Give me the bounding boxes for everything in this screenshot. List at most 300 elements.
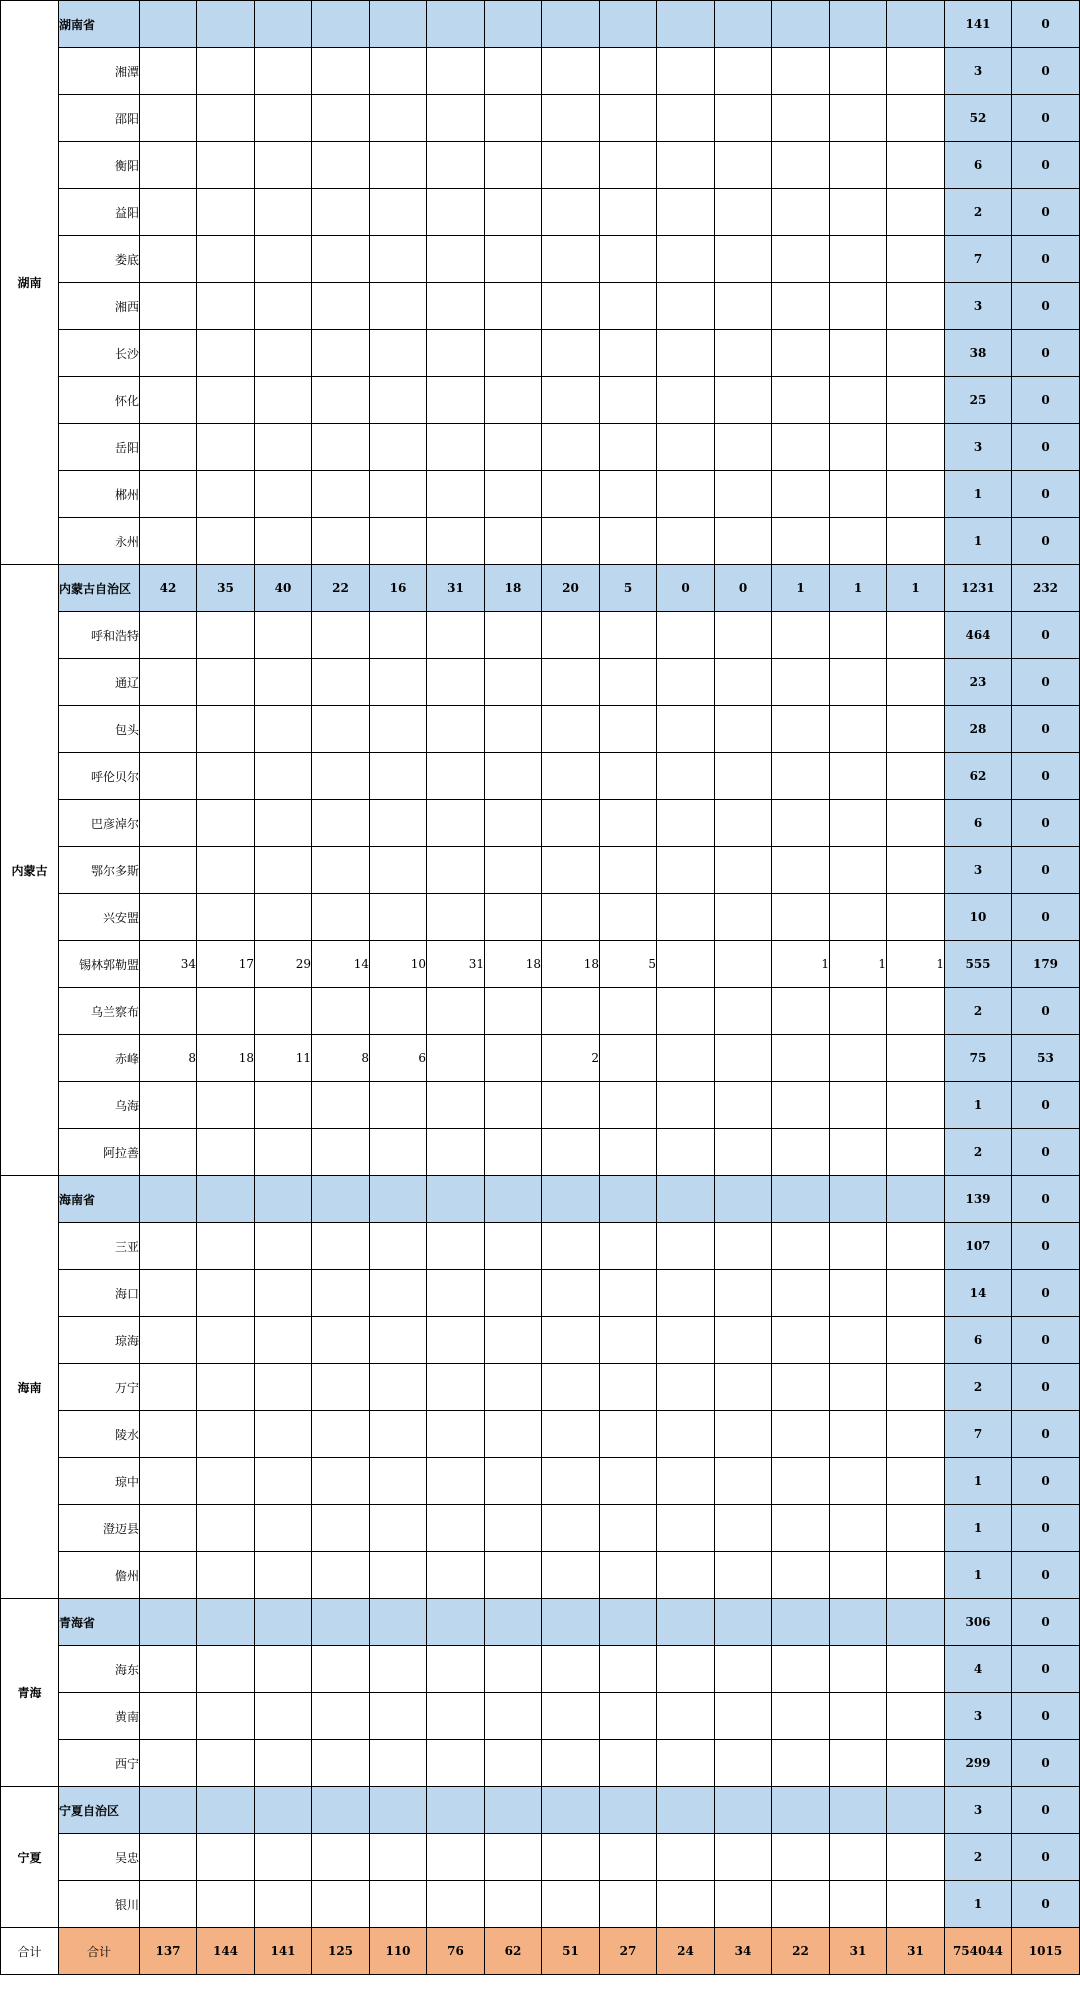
value-cell bbox=[255, 659, 312, 706]
value-cell bbox=[255, 424, 312, 471]
total-cell: 7 bbox=[945, 236, 1012, 283]
city-row bbox=[1, 894, 1080, 941]
value-cell bbox=[197, 471, 255, 518]
value-cell bbox=[715, 706, 772, 753]
value-cell bbox=[255, 800, 312, 847]
value-cell bbox=[887, 894, 945, 941]
city-name-cell: 怀化 bbox=[59, 377, 140, 424]
value-cell bbox=[830, 424, 887, 471]
value-cell bbox=[485, 424, 542, 471]
value-cell bbox=[255, 236, 312, 283]
value-cell bbox=[197, 95, 255, 142]
value-cell bbox=[255, 1223, 312, 1270]
value-cell: 17 bbox=[197, 941, 255, 988]
value-cell bbox=[542, 1552, 600, 1599]
city-row bbox=[1, 471, 1080, 518]
value-cell bbox=[197, 1834, 255, 1881]
value-cell bbox=[600, 1740, 657, 1787]
city-row bbox=[1, 283, 1080, 330]
value-cell bbox=[772, 1787, 830, 1834]
value-cell bbox=[255, 753, 312, 800]
value-cell: 20 bbox=[542, 565, 600, 612]
value-cell bbox=[370, 377, 427, 424]
value-cell bbox=[657, 612, 715, 659]
value-cell bbox=[830, 1, 887, 48]
total-cell: 0 bbox=[1012, 95, 1080, 142]
value-cell bbox=[887, 706, 945, 753]
value-cell bbox=[197, 1223, 255, 1270]
value-cell bbox=[140, 236, 197, 283]
value-cell bbox=[830, 1035, 887, 1082]
value-cell bbox=[427, 1270, 485, 1317]
city-row bbox=[1, 1082, 1080, 1129]
value-cell bbox=[140, 189, 197, 236]
value-cell: 35 bbox=[197, 565, 255, 612]
value-cell bbox=[312, 1458, 370, 1505]
value-cell: 0 bbox=[715, 565, 772, 612]
value-cell bbox=[197, 988, 255, 1035]
value-cell bbox=[370, 847, 427, 894]
value-cell bbox=[715, 1176, 772, 1223]
value-cell bbox=[370, 1, 427, 48]
total-cell: 62 bbox=[945, 753, 1012, 800]
value-cell bbox=[772, 612, 830, 659]
total-cell: 3 bbox=[945, 48, 1012, 95]
value-cell bbox=[542, 330, 600, 377]
value-cell bbox=[427, 612, 485, 659]
total-cell: 7 bbox=[945, 1411, 1012, 1458]
value-cell: 5 bbox=[600, 941, 657, 988]
value-cell bbox=[370, 1646, 427, 1693]
total-cell: 0 bbox=[1012, 1364, 1080, 1411]
value-cell bbox=[312, 847, 370, 894]
value-cell bbox=[772, 1881, 830, 1928]
value-cell bbox=[600, 1505, 657, 1552]
value-cell bbox=[485, 1082, 542, 1129]
value-cell bbox=[657, 894, 715, 941]
value-cell bbox=[542, 1881, 600, 1928]
value-cell bbox=[427, 753, 485, 800]
value-cell bbox=[887, 471, 945, 518]
city-name-cell: 包头 bbox=[59, 706, 140, 753]
value-cell bbox=[427, 424, 485, 471]
value-cell: 0 bbox=[657, 565, 715, 612]
value-cell bbox=[197, 424, 255, 471]
value-cell bbox=[600, 377, 657, 424]
value-cell bbox=[600, 189, 657, 236]
value-cell bbox=[140, 1082, 197, 1129]
value-cell bbox=[485, 95, 542, 142]
value-cell bbox=[772, 1834, 830, 1881]
total-value-cell: 24 bbox=[657, 1928, 715, 1975]
value-cell bbox=[255, 330, 312, 377]
total-cell: 0 bbox=[1012, 894, 1080, 941]
value-cell bbox=[485, 1035, 542, 1082]
value-cell bbox=[485, 706, 542, 753]
value-cell bbox=[887, 1599, 945, 1646]
city-row bbox=[1, 1129, 1080, 1176]
value-cell bbox=[140, 377, 197, 424]
value-cell bbox=[887, 1646, 945, 1693]
value-cell bbox=[140, 95, 197, 142]
value-cell bbox=[255, 1787, 312, 1834]
value-cell bbox=[657, 1411, 715, 1458]
total-cell: 0 bbox=[1012, 1411, 1080, 1458]
total-cell: 0 bbox=[1012, 1176, 1080, 1223]
city-row bbox=[1, 142, 1080, 189]
value-cell bbox=[140, 283, 197, 330]
total-cell: 52 bbox=[945, 95, 1012, 142]
value-cell bbox=[600, 283, 657, 330]
value-cell bbox=[657, 706, 715, 753]
city-name-cell: 陵水 bbox=[59, 1411, 140, 1458]
total-cell: 6 bbox=[945, 800, 1012, 847]
value-cell: 8 bbox=[140, 1035, 197, 1082]
value-cell bbox=[485, 1364, 542, 1411]
city-name-cell: 乌兰察布 bbox=[59, 988, 140, 1035]
total-cell: 53 bbox=[1012, 1035, 1080, 1082]
value-cell bbox=[255, 1599, 312, 1646]
value-cell bbox=[715, 1129, 772, 1176]
value-cell bbox=[485, 1411, 542, 1458]
value-cell bbox=[255, 1740, 312, 1787]
value-cell bbox=[830, 1599, 887, 1646]
value-cell bbox=[887, 1834, 945, 1881]
value-cell bbox=[370, 753, 427, 800]
value-cell: 1 bbox=[887, 941, 945, 988]
value-cell bbox=[370, 142, 427, 189]
value-cell bbox=[427, 1364, 485, 1411]
value-cell bbox=[427, 847, 485, 894]
value-cell bbox=[772, 1552, 830, 1599]
total-cell: 299 bbox=[945, 1740, 1012, 1787]
value-cell bbox=[140, 1881, 197, 1928]
city-row bbox=[1, 706, 1080, 753]
value-cell bbox=[542, 1599, 600, 1646]
total-cell: 0 bbox=[1012, 706, 1080, 753]
city-name-cell: 巴彦淖尔 bbox=[59, 800, 140, 847]
value-cell bbox=[140, 800, 197, 847]
value-cell bbox=[830, 1646, 887, 1693]
value-cell bbox=[657, 1176, 715, 1223]
value-cell bbox=[542, 988, 600, 1035]
value-cell bbox=[830, 847, 887, 894]
city-name-cell: 乌海 bbox=[59, 1082, 140, 1129]
value-cell bbox=[370, 1176, 427, 1223]
value-cell bbox=[370, 1599, 427, 1646]
value-cell bbox=[255, 1317, 312, 1364]
value-cell: 42 bbox=[140, 565, 197, 612]
value-cell: 1 bbox=[772, 941, 830, 988]
value-cell bbox=[197, 1458, 255, 1505]
value-cell bbox=[887, 847, 945, 894]
value-cell bbox=[657, 1035, 715, 1082]
value-cell bbox=[542, 95, 600, 142]
province-row bbox=[1, 1, 1080, 48]
value-cell bbox=[255, 1505, 312, 1552]
value-cell bbox=[197, 1646, 255, 1693]
city-row bbox=[1, 1834, 1080, 1881]
city-name-cell: 西宁 bbox=[59, 1740, 140, 1787]
value-cell bbox=[657, 142, 715, 189]
value-cell bbox=[830, 612, 887, 659]
value-cell bbox=[140, 706, 197, 753]
value-cell bbox=[830, 1223, 887, 1270]
value-cell bbox=[600, 1, 657, 48]
city-name-cell: 永州 bbox=[59, 518, 140, 565]
value-cell bbox=[485, 1740, 542, 1787]
value-cell bbox=[370, 659, 427, 706]
value-cell bbox=[485, 471, 542, 518]
value-cell bbox=[140, 1599, 197, 1646]
value-cell bbox=[657, 48, 715, 95]
value-cell bbox=[772, 1411, 830, 1458]
value-cell bbox=[370, 1834, 427, 1881]
value-cell bbox=[600, 424, 657, 471]
total-cell: 306 bbox=[945, 1599, 1012, 1646]
total-cell: 25 bbox=[945, 377, 1012, 424]
total-cell: 1 bbox=[945, 471, 1012, 518]
total-cell: 0 bbox=[1012, 659, 1080, 706]
value-cell bbox=[830, 1693, 887, 1740]
province-row bbox=[1, 1599, 1080, 1646]
total-value-cell: 141 bbox=[255, 1928, 312, 1975]
total-cell: 75 bbox=[945, 1035, 1012, 1082]
value-cell bbox=[197, 48, 255, 95]
city-name-cell: 赤峰 bbox=[59, 1035, 140, 1082]
value-cell bbox=[830, 988, 887, 1035]
value-cell bbox=[542, 1787, 600, 1834]
value-cell bbox=[427, 518, 485, 565]
total-cell: 0 bbox=[1012, 1787, 1080, 1834]
province-row bbox=[1, 565, 1080, 612]
value-cell bbox=[715, 1599, 772, 1646]
value-cell bbox=[772, 377, 830, 424]
value-cell bbox=[830, 800, 887, 847]
value-cell bbox=[887, 753, 945, 800]
total-cell: 0 bbox=[1012, 518, 1080, 565]
value-cell bbox=[542, 1317, 600, 1364]
total-cell: 232 bbox=[1012, 565, 1080, 612]
value-cell bbox=[887, 1176, 945, 1223]
city-name-cell: 呼伦贝尔 bbox=[59, 753, 140, 800]
value-cell: 31 bbox=[427, 565, 485, 612]
value-cell bbox=[657, 800, 715, 847]
city-name-cell: 银川 bbox=[59, 1881, 140, 1928]
value-cell bbox=[600, 1881, 657, 1928]
value-cell bbox=[887, 330, 945, 377]
value-cell bbox=[370, 988, 427, 1035]
value-cell bbox=[600, 1646, 657, 1693]
total-cell: 555 bbox=[945, 941, 1012, 988]
value-cell bbox=[830, 1129, 887, 1176]
value-cell bbox=[830, 1740, 887, 1787]
value-cell bbox=[255, 612, 312, 659]
value-cell bbox=[255, 1458, 312, 1505]
total-cell: 0 bbox=[1012, 1505, 1080, 1552]
value-cell bbox=[772, 1646, 830, 1693]
value-cell bbox=[370, 1223, 427, 1270]
value-cell bbox=[255, 988, 312, 1035]
value-cell bbox=[600, 518, 657, 565]
value-cell bbox=[370, 1082, 427, 1129]
total-cell: 0 bbox=[1012, 1223, 1080, 1270]
value-cell bbox=[887, 1364, 945, 1411]
region-cell: 宁夏 bbox=[1, 1787, 59, 1928]
value-cell: 1 bbox=[887, 565, 945, 612]
value-cell bbox=[830, 753, 887, 800]
value-cell bbox=[197, 1082, 255, 1129]
value-cell bbox=[427, 142, 485, 189]
value-cell bbox=[887, 612, 945, 659]
value-cell bbox=[485, 847, 542, 894]
value-cell bbox=[542, 1082, 600, 1129]
value-cell bbox=[772, 847, 830, 894]
value-cell bbox=[312, 1693, 370, 1740]
value-cell bbox=[715, 424, 772, 471]
value-cell bbox=[715, 894, 772, 941]
value-cell bbox=[600, 471, 657, 518]
value-cell bbox=[255, 283, 312, 330]
value-cell bbox=[715, 518, 772, 565]
value-cell bbox=[140, 1317, 197, 1364]
value-cell bbox=[887, 1740, 945, 1787]
value-cell bbox=[772, 1082, 830, 1129]
value-cell bbox=[255, 1834, 312, 1881]
grand-total-cell: 754044 bbox=[945, 1928, 1012, 1975]
value-cell bbox=[255, 706, 312, 753]
total-cell: 0 bbox=[1012, 1740, 1080, 1787]
total-cell: 139 bbox=[945, 1176, 1012, 1223]
value-cell bbox=[485, 1599, 542, 1646]
value-cell bbox=[427, 1552, 485, 1599]
value-cell bbox=[370, 1317, 427, 1364]
value-cell bbox=[427, 377, 485, 424]
value-cell: 11 bbox=[255, 1035, 312, 1082]
province-name-cell: 内蒙古自治区 bbox=[59, 565, 140, 612]
value-cell bbox=[772, 518, 830, 565]
value-cell bbox=[197, 518, 255, 565]
value-cell bbox=[772, 659, 830, 706]
total-cell: 0 bbox=[1012, 283, 1080, 330]
value-cell bbox=[427, 1834, 485, 1881]
value-cell bbox=[370, 800, 427, 847]
total-cell: 1 bbox=[945, 1552, 1012, 1599]
value-cell bbox=[600, 48, 657, 95]
value-cell bbox=[427, 1740, 485, 1787]
value-cell bbox=[830, 1881, 887, 1928]
total-cell: 2 bbox=[945, 1364, 1012, 1411]
value-cell bbox=[255, 1646, 312, 1693]
value-cell bbox=[772, 330, 830, 377]
value-cell bbox=[887, 800, 945, 847]
value-cell bbox=[600, 1176, 657, 1223]
province-name-cell: 青海省 bbox=[59, 1599, 140, 1646]
value-cell bbox=[427, 800, 485, 847]
value-cell bbox=[657, 1458, 715, 1505]
value-cell bbox=[657, 847, 715, 894]
value-cell bbox=[485, 1552, 542, 1599]
value-cell bbox=[600, 1270, 657, 1317]
value-cell bbox=[542, 424, 600, 471]
value-cell bbox=[772, 95, 830, 142]
value-cell bbox=[830, 518, 887, 565]
value-cell bbox=[427, 95, 485, 142]
value-cell bbox=[370, 1787, 427, 1834]
value-cell bbox=[485, 1, 542, 48]
value-cell: 22 bbox=[312, 565, 370, 612]
value-cell bbox=[542, 142, 600, 189]
city-row bbox=[1, 659, 1080, 706]
value-cell bbox=[887, 1693, 945, 1740]
value-cell bbox=[542, 1834, 600, 1881]
total-cell: 0 bbox=[1012, 189, 1080, 236]
value-cell bbox=[887, 1035, 945, 1082]
value-cell bbox=[657, 1364, 715, 1411]
total-cell: 2 bbox=[945, 988, 1012, 1035]
value-cell bbox=[427, 283, 485, 330]
value-cell bbox=[140, 424, 197, 471]
value-cell bbox=[600, 142, 657, 189]
city-row bbox=[1, 518, 1080, 565]
city-row bbox=[1, 753, 1080, 800]
city-row bbox=[1, 1693, 1080, 1740]
value-cell bbox=[657, 189, 715, 236]
value-cell bbox=[715, 1317, 772, 1364]
total-value-cell: 125 bbox=[312, 1928, 370, 1975]
total-cell: 0 bbox=[1012, 1, 1080, 48]
value-cell bbox=[772, 1505, 830, 1552]
total-cell: 0 bbox=[1012, 48, 1080, 95]
value-cell bbox=[657, 1881, 715, 1928]
value-cell bbox=[255, 1411, 312, 1458]
value-cell bbox=[830, 189, 887, 236]
value-cell bbox=[715, 1693, 772, 1740]
city-name-cell: 岳阳 bbox=[59, 424, 140, 471]
value-cell bbox=[197, 800, 255, 847]
value-cell: 18 bbox=[197, 1035, 255, 1082]
total-cell: 23 bbox=[945, 659, 1012, 706]
value-cell bbox=[772, 1458, 830, 1505]
value-cell bbox=[657, 1082, 715, 1129]
total-value-cell: 27 bbox=[600, 1928, 657, 1975]
value-cell bbox=[140, 1505, 197, 1552]
total-cell: 0 bbox=[1012, 1881, 1080, 1928]
value-cell bbox=[312, 48, 370, 95]
value-cell bbox=[772, 283, 830, 330]
value-cell bbox=[197, 1552, 255, 1599]
value-cell bbox=[485, 1317, 542, 1364]
value-cell bbox=[197, 1411, 255, 1458]
value-cell bbox=[312, 518, 370, 565]
total-value-cell: 31 bbox=[887, 1928, 945, 1975]
value-cell bbox=[542, 48, 600, 95]
value-cell bbox=[542, 471, 600, 518]
value-cell bbox=[140, 753, 197, 800]
city-row bbox=[1, 1411, 1080, 1458]
value-cell bbox=[197, 847, 255, 894]
value-cell bbox=[427, 330, 485, 377]
value-cell bbox=[715, 236, 772, 283]
total-cell: 0 bbox=[1012, 847, 1080, 894]
city-name-cell: 万宁 bbox=[59, 1364, 140, 1411]
value-cell bbox=[312, 283, 370, 330]
value-cell bbox=[830, 471, 887, 518]
value-cell bbox=[772, 424, 830, 471]
value-cell bbox=[485, 1787, 542, 1834]
value-cell bbox=[830, 1176, 887, 1223]
value-cell bbox=[887, 236, 945, 283]
